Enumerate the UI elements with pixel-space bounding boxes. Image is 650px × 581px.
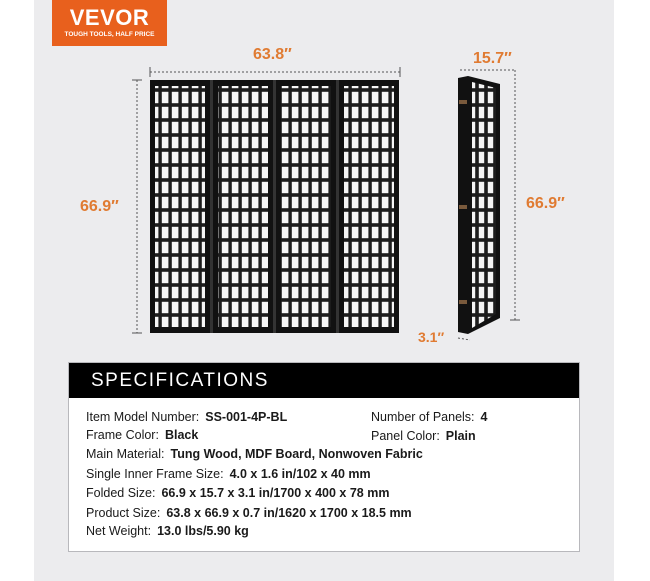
spec-panel-color — [371, 429, 476, 443]
spec-product-size — [86, 506, 412, 520]
spec-number-of-panels — [371, 410, 487, 424]
spec-label: Panel Color: — [371, 429, 440, 443]
side-height-dimension-line — [510, 70, 520, 320]
spec-label: Net Weight: — [86, 524, 152, 538]
spec-label: Main Material: — [86, 447, 165, 461]
spec-value: 13.0 lbs/5.90 kg — [157, 524, 249, 538]
spec-net-weight — [86, 524, 249, 538]
front-width-label: 63.8″ — [253, 46, 292, 63]
spec-label: Single Inner Frame Size: — [86, 467, 224, 481]
spec-value: Tung Wood, MDF Board, Nonwoven Fabric — [170, 447, 423, 461]
spec-value: 63.8 x 66.9 x 0.7 in/1620 x 1700 x 18.5 mm — [166, 506, 412, 520]
side-view-folded-panels — [458, 76, 500, 334]
front-view-panels — [150, 80, 399, 333]
side-depth-label: 15.7″ — [473, 50, 512, 67]
spec-value: 4.0 x 1.6 in/102 x 40 mm — [229, 467, 371, 481]
spec-label: Product Size: — [86, 506, 161, 520]
brand-tagline: TOUGH TOOLS, HALF PRICE — [64, 31, 155, 38]
spec-value: SS-001-4P-BL — [205, 410, 288, 424]
spec-main-material — [86, 447, 423, 461]
spec-label: Number of Panels: — [371, 410, 475, 424]
spec-frame-color — [86, 428, 198, 442]
spec-value: Black — [164, 428, 199, 442]
spec-value: Plain — [445, 429, 476, 443]
front-height-label: 66.9″ — [80, 198, 119, 215]
spec-folded-size — [86, 486, 389, 500]
spec-value: 66.9 x 15.7 x 3.1 in/1700 x 400 x 78 mm — [161, 486, 390, 500]
side-thickness-dimension-line — [458, 338, 470, 340]
spec-value: 4 — [480, 410, 488, 424]
specifications-header — [69, 363, 579, 398]
spec-item-model-number — [86, 410, 287, 424]
spec-label: Frame Color: — [86, 428, 159, 442]
spec-label: Folded Size: — [86, 486, 156, 500]
specifications-title: SPECIFICATIONS — [91, 370, 269, 391]
front-height-dimension-line — [132, 80, 142, 333]
front-width-dimension-line — [150, 67, 400, 77]
spec-label: Item Model Number: — [86, 410, 200, 424]
side-height-label: 66.9″ — [526, 195, 565, 212]
side-thickness-label: 3.1″ — [418, 329, 445, 345]
specifications-box — [68, 362, 580, 552]
brand-name: VEVOR — [69, 5, 150, 30]
spec-single-inner-frame-size — [86, 467, 371, 481]
